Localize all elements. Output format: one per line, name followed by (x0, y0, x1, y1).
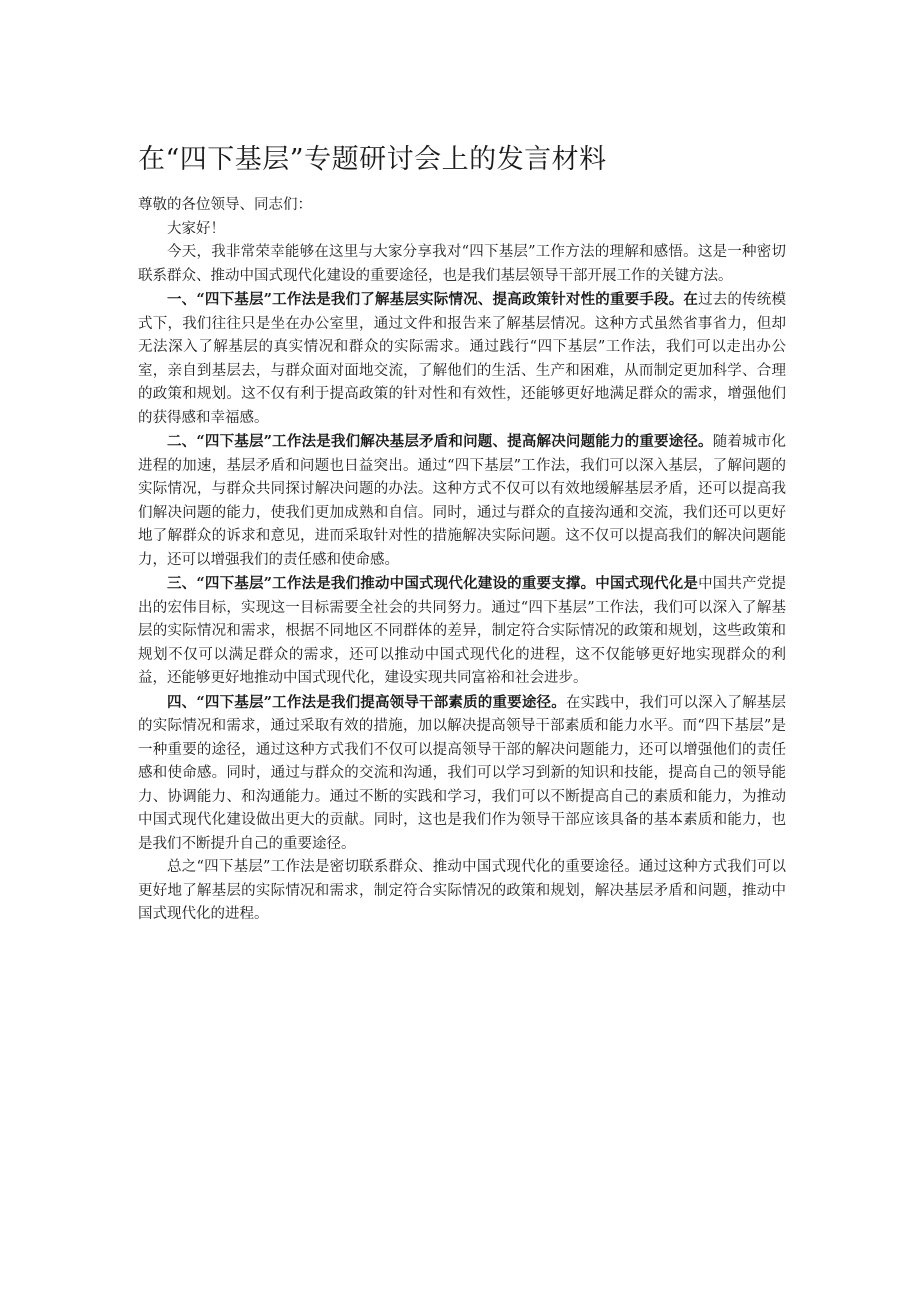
document-title: 在“四下基层”专题研讨会上的发言材料 (138, 144, 607, 175)
section-1-heading: 一、“四下基层”工作法是我们了解基层实际情况、提高政策针对性的重要手段。在 (167, 291, 699, 308)
section-2-body: 随着城市化进程的加速，基层矛盾和问题也日益突出。通过“四下基层”工作法，我们可以深入基层，了解问题的实际情况，与群众共同探讨解决问题的办法。这种方式不仅可以有效地缓解基层矛盾，还可以提高我们解决问题的能力，使我们更加成熟和自信。同时，通过与群众的直接沟通和交流，我们还可以更好地了解群众的诉求和意见，进而采取针对性的措施解决实际问题。这不仅可以提高我们的解决问题能力，还可以增强我们的责任感和使命感。 (138, 434, 786, 568)
section-2-heading: 二、“四下基层”工作法是我们解决基层矛盾和问题、提高解决问题能力的重要途径。 (167, 433, 713, 450)
conclusion-paragraph: 总之“四下基层”工作法是密切联系群众、推动中国式现代化的重要途径。通过这种方式我们可以更好地了解基层的实际情况和需求，制定符合实际情况的政策和规划，解决基层矛盾和问题，推动中国式现代化的进程。 (138, 859, 786, 922)
section-1-body: 过去的传统模式下，我们往往只是坐在办公室里，通过文件和报告来了解基层情况。这种方式虽然省事省力，但却无法深入了解基层的真实情况和群众的实际需求。通过践行“四下基层”工作法，我们可以走出办公室，亲自到基层去，与群众面对面地交流，了解他们的生活、生产和困难，从而制定更加科学、合理的政策和规划。这不仅有利于提高政策的针对性和有效性，还能够更好地满足群众的需求，增强他们的获得感和幸福感。 (138, 292, 786, 426)
salutation: 尊敬的各位领导、同志们： (138, 197, 312, 213)
greeting: 大家好！ (167, 220, 225, 237)
intro-paragraph: 今天，我非常荣幸能够在这里与大家分享我对“四下基层”工作方法的理解和感悟。这是一种密切联系群众、推动中国式现代化建设的重要途径，也是我们基层领导干部开展工作的关键方法。 (138, 244, 786, 284)
section-4-heading: 四、“四下基层”工作法是我们提高领导干部素质的重要途径。 (167, 693, 566, 711)
document-page (138, 140, 786, 927)
section-3-paragraph (138, 572, 786, 691)
section-4-body: 在实践中，我们可以深入了解基层的实际情况和需求，通过采取有效的措施，加以解决提高领导干部素质和能力水平。而“四下基层”是一种重要的途径，通过这种方式我们不仅可以提高领导干部的解决问题能力，还可以增强他们的责任感和使命感。同时，通过与群众的交流和沟通，我们可以学习到新的知识和技能，提高自己的领导能力、协调能力、和沟通能力。通过不断的实践和学习，我们可以不断提高自己的素质和能力，为推动中国式现代化建设做出更大的贡献。同时，这也是我们作为领导干部应该具备的基本素质和能力，也是我们不断提升自己的重要途径。 (138, 694, 786, 852)
section-3-body: 中国共产党提出的宏伟目标，实现这一目标需要全社会的共同努力。通过“四下基层”工作法，我们可以深入了解基层的实际情况和需求，根据不同地区不同群体的差异，制定符合实际情况的政策和规划，这些政策和规划不仅可以满足群众的需求，还可以推动中国式现代化的进程，这不仅能够更好地实现群众的利益，还能够更好地推动中国式现代化，建设实现共同富裕和社会进步。 (138, 576, 786, 686)
section-4-paragraph (138, 691, 786, 857)
section-3-heading: 三、“四下基层”工作法是我们推动中国式现代化建设的重要支撑。中国式现代化是 (167, 575, 699, 592)
section-1-paragraph (138, 288, 786, 430)
section-2-paragraph (138, 430, 786, 572)
